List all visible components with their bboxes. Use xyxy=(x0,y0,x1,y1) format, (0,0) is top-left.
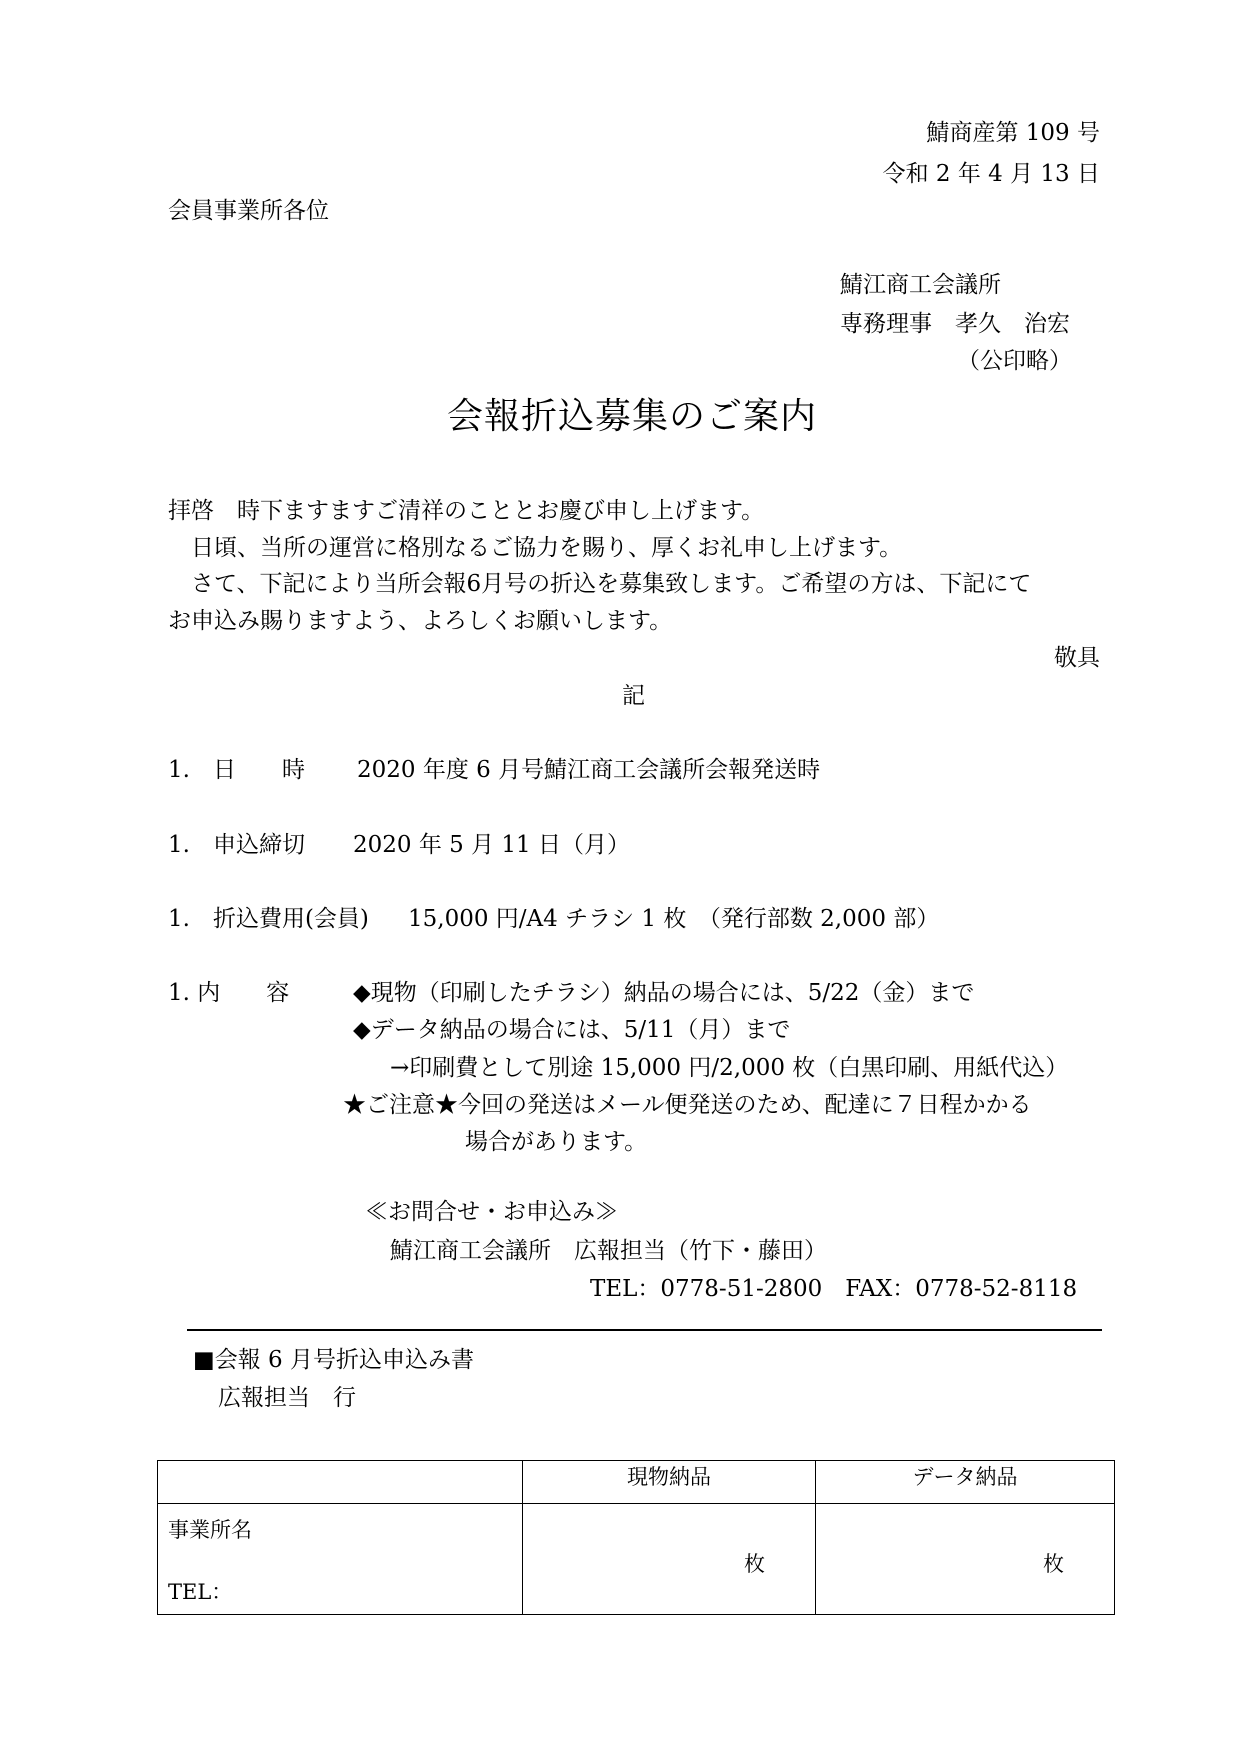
company-info-cell[interactable] xyxy=(158,1504,523,1615)
closing-word: 敬具 xyxy=(1054,645,1100,671)
document-title: 会報折込募集のご案内 xyxy=(447,396,818,437)
item-content-notice-cont: 場合があります。 xyxy=(465,1129,648,1155)
item-content-notice: ★ご注意★今回の発送はメール便発送のため、配達に７日程かかる xyxy=(343,1092,1032,1118)
item-deadline-label: 1. 申込締切 xyxy=(168,832,305,858)
contact-heading: ≪お問合せ・お申込み≫ xyxy=(365,1199,618,1225)
body-line-4: お申込み賜りますよう、よろしくお願いします。 xyxy=(168,608,673,634)
item-content-line-3: →印刷費として別途 15,000 円/2,000 枚（白黒印刷、用紙代込） xyxy=(390,1055,1069,1081)
body-line-2: 日頃、当所の運営に格別なるご協力を賜り、厚くお礼申し上げます。 xyxy=(168,535,903,561)
tel-label: TEL： xyxy=(168,1580,233,1604)
body-line-3: さて、下記により当所会報6月号の折込を募集致します。ご希望の方は、下記にて xyxy=(168,571,1032,597)
form-entry-row xyxy=(158,1504,1115,1615)
data-unit: 枚 xyxy=(1043,1552,1064,1576)
form-header-physical: 現物納品 xyxy=(523,1461,816,1504)
ki-mark: 記 xyxy=(622,683,645,709)
contact-phone-fax: TEL：0778-51-2800 FAX：0778-52-8118 xyxy=(590,1276,1078,1302)
item-content-label: 1. 内 容 xyxy=(168,980,290,1006)
item-date-value: 2020 年度 6 月号鯖江商工会議所会報発送時 xyxy=(357,757,821,783)
item-fee-value: 15,000 円/A4 チラシ 1 枚 （発行部数 2,000 部） xyxy=(408,906,940,932)
item-deadline-value: 2020 年 5 月 11 日（月） xyxy=(353,832,630,858)
form-recipient: 広報担当 行 xyxy=(218,1385,356,1411)
form-header-empty xyxy=(158,1461,523,1504)
form-header-row xyxy=(158,1461,1115,1504)
physical-unit: 枚 xyxy=(744,1552,765,1576)
item-date-label: 1. 日 時 xyxy=(168,757,305,783)
contact-organization: 鯖江商工会議所 広報担当（竹下・藤田） xyxy=(390,1238,827,1264)
seal-note: （公印略） xyxy=(957,348,1072,374)
company-name-label: 事業所名 xyxy=(168,1518,252,1542)
sender-title: 専務理事 孝久 治宏 xyxy=(840,311,1070,337)
item-content-line-2: ◆データ納品の場合には、5/11（月）まで xyxy=(353,1017,791,1043)
physical-quantity-cell[interactable] xyxy=(523,1504,816,1615)
addressee: 会員事業所各位 xyxy=(168,198,329,224)
document-date: 令和 2 年 4 月 13 日 xyxy=(882,161,1100,187)
form-title: ■会報 6 月号折込申込み書 xyxy=(193,1347,474,1373)
document-number: 鯖商産第 109 号 xyxy=(926,120,1100,146)
item-content-line-1: ◆現物（印刷したチラシ）納品の場合には、5/22（金）まで xyxy=(353,980,975,1006)
sender-organization: 鯖江商工会議所 xyxy=(840,272,1001,298)
data-quantity-cell[interactable] xyxy=(816,1504,1115,1615)
application-form-table xyxy=(157,1460,1115,1615)
greeting-line: 拝啓 時下ますますご清祥のこととお慶び申し上げます。 xyxy=(168,498,765,524)
form-header-data: データ納品 xyxy=(816,1461,1115,1504)
item-fee-label: 1. 折込費用(会員) xyxy=(168,906,369,932)
section-divider xyxy=(187,1329,1102,1331)
